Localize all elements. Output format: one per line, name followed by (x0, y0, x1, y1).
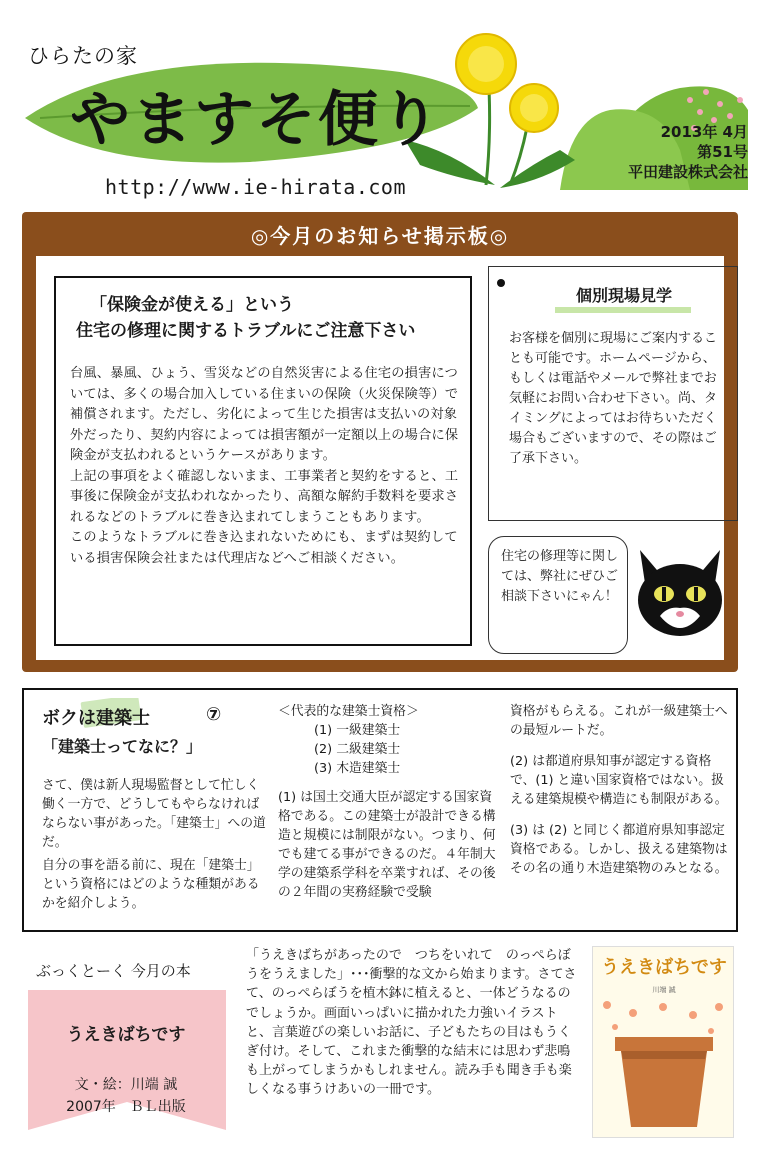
book-cover-image (592, 946, 734, 1138)
notice-board (22, 212, 738, 672)
book-title: うえきばちです (66, 1025, 186, 1045)
cover-author: 川端 誠 (652, 986, 676, 994)
board-panel (36, 256, 724, 660)
column-paragraph: (2) は都道府県知事が認定する資格で、(1) と違い国家資格ではない。扱える建築規模や構造にも制限がある。 (510, 754, 728, 807)
site-visit-body: お客様を個別に現場にご案内することも可能です。ホームページから、もしくは電話やメールで弊社までお気軽にお問い合わせ下さい。尚、タイミングによってはお待ちいただく場合もございますので、その際はご了承下さい。 (509, 331, 718, 466)
spacer (278, 778, 500, 788)
architect-subtitle: 「建築士ってなに？」 (42, 737, 203, 756)
bullet-icon (497, 279, 505, 287)
black-cat-icon (632, 544, 728, 644)
architect-column-1 (42, 776, 268, 913)
notice-heading-line2: 住宅の修理に関するトラブルにご注意下さい (76, 321, 416, 341)
column-paragraph: 自分の事を語る前に、現在「建築士」という資格にはどのような種類があるかを紹介しよう。 (42, 858, 260, 911)
book-author: 文・絵：川端 誠 (74, 1077, 178, 1093)
notice-heading-line1: 「保険金が使える」という (90, 295, 294, 315)
qualification-item: (1) 一級建築士 (314, 723, 401, 738)
qualification-item: (3) 木造建築士 (314, 761, 401, 776)
architect-column-2 (278, 702, 500, 902)
pre-title: ひらたの家 (28, 44, 138, 68)
flower-pot-icon (593, 947, 735, 1139)
website-url[interactable]: http://www.ie-hirata.com (105, 175, 406, 199)
issue-number: 第51号 (697, 143, 748, 161)
column-paragraph: 資格がもらえる。これが一級建築士への最短ルートだ。 (510, 704, 728, 738)
notice-paragraph: このようなトラブルに巻き込まれないためにも、まずは契約している損害保険会社または代理店などへご相談ください。 (70, 530, 458, 566)
site-visit-box (488, 266, 738, 521)
architect-column (22, 688, 738, 932)
dandelion-center (520, 94, 548, 122)
architect-column-3 (510, 702, 732, 878)
insurance-notice (54, 276, 472, 646)
notice-paragraph: 上記の事項をよく確認しないまま、工事業者と契約をすると、工事後に保険金が支払われなかったり、高額な解約手数料を要求されるなどのトラブルに巻き込まれてしまうこともあります。 (70, 468, 459, 525)
board-title: ◎今月のお知らせ掲示板◎ (250, 224, 510, 248)
issue-date: 2013年 4月 (660, 123, 748, 141)
book-credits (28, 1074, 224, 1118)
book-description: 「うえきばちがあったので つちをいれて のっぺらぼうをうえました」･･･衝撃的な文から始まります。さてさて、のっぺらぼうを植木鉢に植えると、一体どうなるのでしょうか。画面いっぱいに描かれた力強いイラストと、言葉遊びの楽しいお話に、子どもたちの目はもうくぎ付け。そして、これまた衝撃的な結末には思わず悲鳴も上がってしまうかもしれません。読み手も聞き手も楽しくなる事うけあいの一冊です。 (246, 948, 577, 1098)
notice-paragraph: 台風、暴風、ひょう、雪災などの自然災害による住宅の損害については、多くの場合加入している住まいの保険（火災保険等）で補償されます。ただし、劣化によって生じた損害は支払いの対象外だったり、契約内容によっては損害額が一定額以上の場合に保険金が支払われるというケースがあります。 (70, 366, 459, 463)
dandelion-center (468, 46, 504, 82)
column-paragraph: さて、僕は新人現場監督として忙しく働く一方で、どうしてもやらなければならない事があった。「建築士」への道だ。 (42, 778, 266, 850)
cover-title: うえきばちです (601, 957, 727, 978)
book-talk-label: ぶっくとーく 今月の本 (36, 962, 191, 980)
column-paragraph: (1) は国土交通大臣が認定する国家資格である。この建築士が設計できる構造と規模には制限がない。つまり、何でも建てる事ができるのだ。４年制大学の建築系学科を卒業すれば、その後の２年間の実務経験で受験 (278, 790, 496, 900)
qualification-list-title: ＜代表的な建築士資格＞ (278, 704, 419, 719)
speech-bubble (488, 536, 628, 654)
title-highlight (555, 307, 691, 313)
newsletter-title: やますそ便り (70, 85, 442, 155)
book-publisher: 2007年 ＢＬ出版 (66, 1099, 186, 1115)
notice-body (70, 364, 466, 569)
architect-episode: ⑦ (206, 704, 222, 725)
qualification-item: (2) 二級建築士 (314, 742, 401, 757)
architect-title: ボクは建築士 (42, 708, 150, 729)
speech-bubble-text: 住宅の修理等に関しては、弊社にぜひご相談下さいにゃん！ (501, 549, 619, 604)
notice-heading (76, 292, 466, 344)
issue-info (598, 122, 748, 182)
newsletter-header (0, 0, 760, 210)
site-visit-title: 個別現場見学 (575, 286, 672, 305)
column-paragraph: (3) は (2) と同じく都道府県知事認定資格である。しかし、扱える建築物はその名の通り木造建築物のみとなる。 (510, 823, 728, 876)
company-name: 平田建設株式会社 (627, 163, 748, 181)
